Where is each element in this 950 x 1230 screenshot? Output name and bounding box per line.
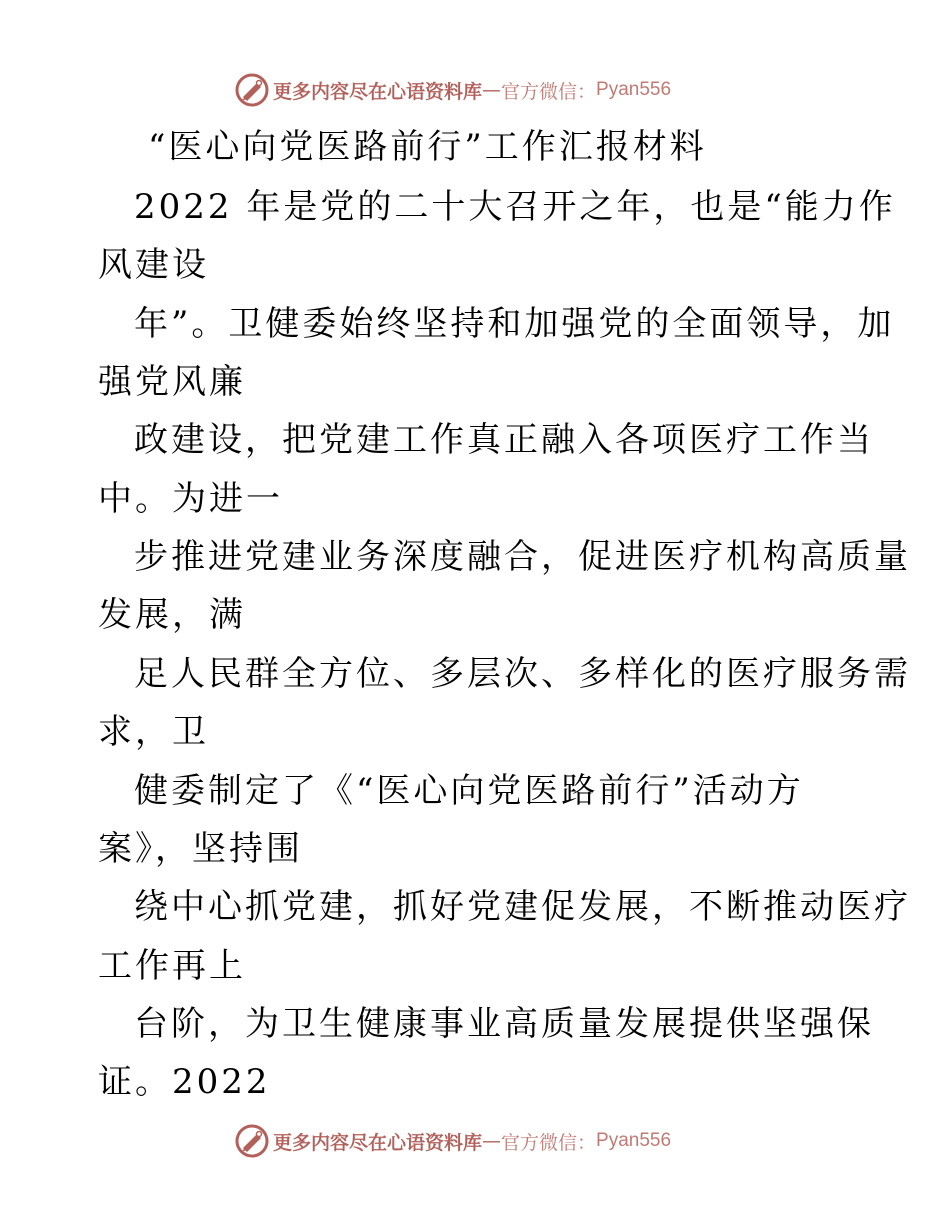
- brand-logo-icon: [235, 1124, 269, 1158]
- watermark-separator: —: [482, 1130, 502, 1152]
- watermark-brand: 更多内容尽在心语资料库: [273, 80, 483, 103]
- watermark-wechat-id: Pyan556: [596, 1130, 672, 1151]
- body-line: 证。2022: [98, 1062, 271, 1102]
- header-watermark: [235, 72, 671, 108]
- body-line: 风建设: [98, 245, 209, 285]
- body-line: 2022 年是党的二十大召开之年，也是“能力作: [134, 187, 896, 227]
- watermark-wechat-label: 官方微信：: [501, 80, 597, 103]
- body-line: 步推进党建业务深度融合，促进医疗机构高质量: [134, 537, 911, 577]
- body-line: 年”。卫健委始终坚持和加强党的全面领导，加: [134, 304, 895, 344]
- body-line: 案》，坚持围: [98, 829, 303, 869]
- watermark-brand: 更多内容尽在心语资料库: [273, 1131, 483, 1154]
- watermark-wechat-label: 官方微信：: [501, 1131, 597, 1154]
- document-title: “医心向党医路前行”工作汇报材料: [148, 127, 707, 167]
- body-line: 中。为进一: [98, 479, 283, 519]
- body-line: 足人民群全方位、多层次、多样化的医疗服务需: [134, 654, 911, 694]
- body-line: 发展，满: [98, 595, 246, 635]
- body-line: 政建设，把党建工作真正融入各项医疗工作当: [134, 420, 874, 460]
- footer-watermark: [235, 1123, 671, 1159]
- body-line: 求，卫: [98, 712, 209, 752]
- watermark-wechat-id: Pyan556: [596, 79, 672, 100]
- body-line: 工作再上: [98, 946, 246, 986]
- body-line: 绕中心抓党建，抓好党建促发展，不断推动医疗: [134, 887, 911, 927]
- body-line: 健委制定了《“医心向党医路前行”活动方: [134, 771, 804, 811]
- body-line: 强党风廉: [98, 362, 246, 402]
- body-line: 台阶，为卫生健康事业高质量发展提供坚强保: [134, 1004, 874, 1044]
- brand-logo-icon: [235, 73, 269, 107]
- watermark-separator: —: [482, 79, 502, 101]
